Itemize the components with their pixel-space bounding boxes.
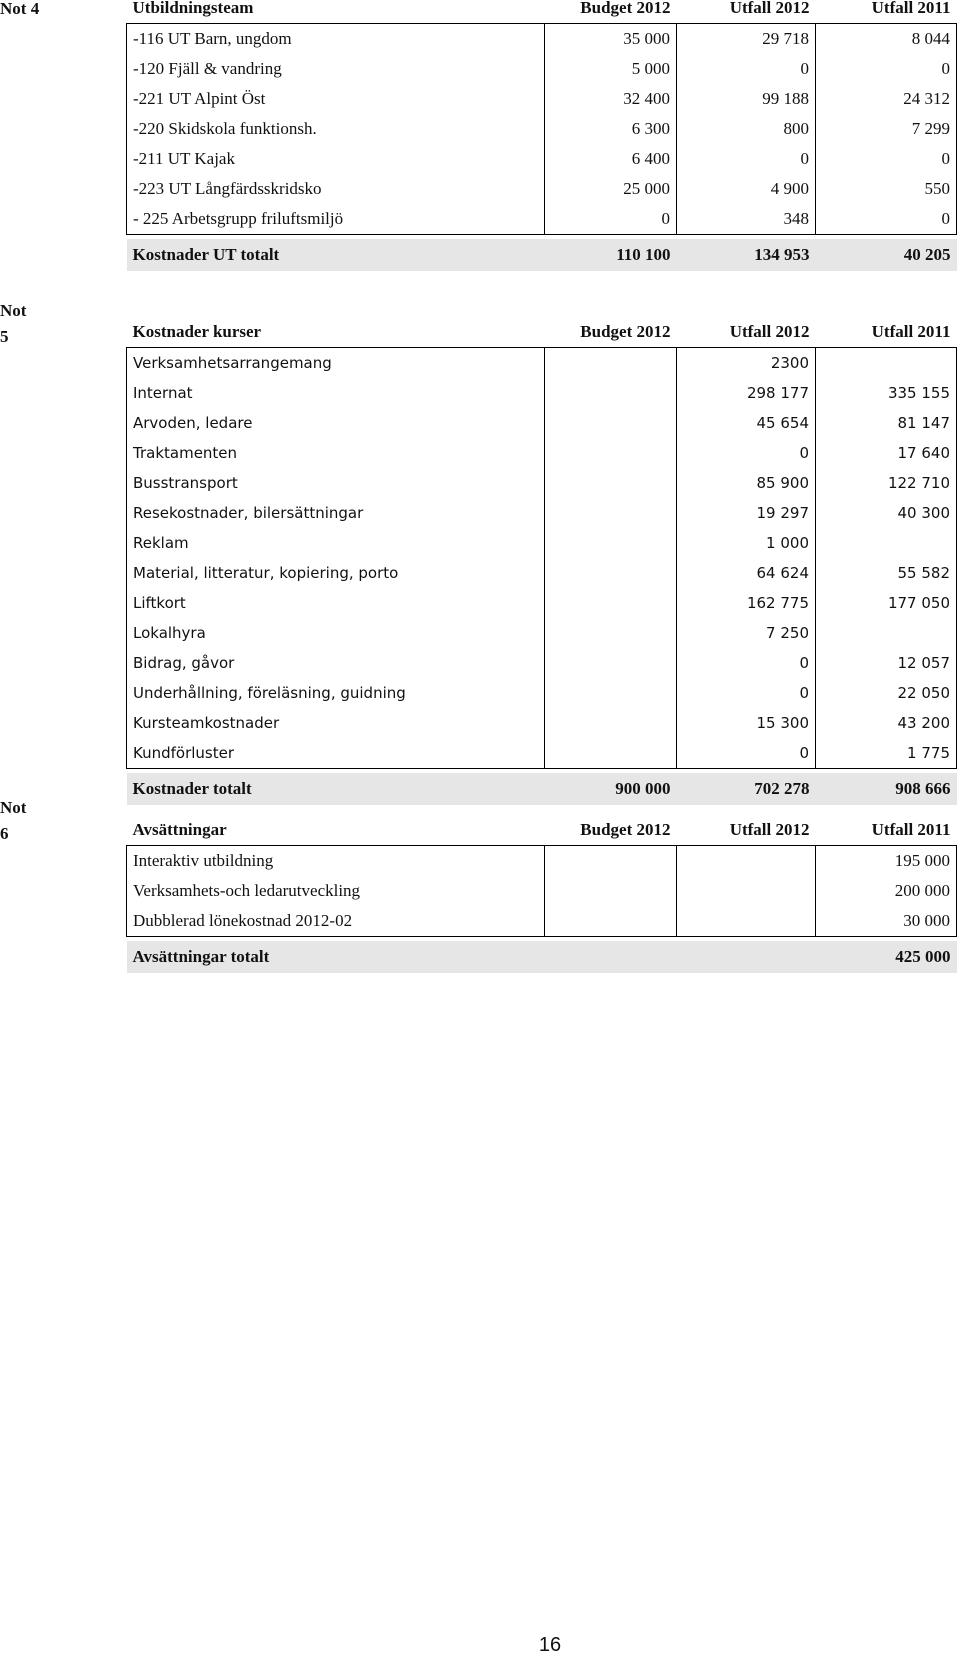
total-value: 908 666 [816, 773, 957, 805]
column-header-value: Utfall 2011 [871, 322, 951, 341]
page-number: 16 [538, 1634, 562, 1656]
row-value: 0 [677, 678, 816, 708]
table-row [127, 54, 957, 84]
table-row [127, 438, 957, 468]
table-row [127, 846, 957, 877]
row-value: 43 200 [816, 708, 957, 738]
row-value: 35 000 [545, 24, 677, 55]
row-label: -211 UT Kajak [127, 144, 545, 174]
row-value [545, 348, 677, 379]
table-row [127, 408, 957, 438]
table-row [127, 558, 957, 588]
row-value: 2300 [677, 348, 816, 379]
table-row [127, 588, 957, 618]
row-value [545, 618, 677, 648]
row-value: 8 044 [816, 24, 957, 55]
row-label: -120 Fjäll & vandring [127, 54, 545, 84]
total-value [677, 941, 816, 973]
row-label: Verksamhetsarrangemang [127, 348, 545, 379]
row-value: 177 050 [816, 588, 957, 618]
total-label: Kostnader totalt [127, 773, 545, 805]
row-value [545, 648, 677, 678]
row-value [677, 876, 816, 906]
table-body [127, 348, 957, 806]
row-value [816, 618, 957, 648]
note-5-label-line1: Not [0, 301, 27, 320]
row-label: Reklam [127, 528, 545, 558]
table-row [127, 84, 957, 114]
row-value [545, 498, 677, 528]
note-5-label-line2: 5 [0, 327, 9, 346]
table-row [127, 738, 957, 769]
row-value: 162 775 [677, 588, 816, 618]
row-value: 6 300 [545, 114, 677, 144]
row-value: 1 000 [677, 528, 816, 558]
header-row [127, 815, 957, 846]
row-value: 40 300 [816, 498, 957, 528]
row-value: 85 900 [677, 468, 816, 498]
table-row [127, 174, 957, 204]
header-row [127, 317, 957, 348]
row-value: 99 188 [677, 84, 816, 114]
total-value: 702 278 [677, 773, 816, 805]
table-row [127, 528, 957, 558]
row-value: 6 400 [545, 144, 677, 174]
row-value: 0 [677, 438, 816, 468]
row-label: Bidrag, gåvor [127, 648, 545, 678]
row-label: Internat [127, 378, 545, 408]
row-value: 800 [677, 114, 816, 144]
total-row [127, 941, 957, 973]
note-5-table [126, 317, 957, 805]
row-value: 200 000 [816, 876, 957, 906]
row-value: 17 640 [816, 438, 957, 468]
column-header-label: Utbildningsteam [132, 0, 254, 17]
row-value: 5 000 [545, 54, 677, 84]
row-value [545, 588, 677, 618]
total-row [127, 239, 957, 271]
row-value [545, 468, 677, 498]
row-value: 1 775 [816, 738, 957, 769]
note-4-label: Not 4 [0, 0, 40, 18]
header-row [127, 0, 957, 24]
row-value: 45 654 [677, 408, 816, 438]
row-value: 22 050 [816, 678, 957, 708]
row-value [677, 906, 816, 937]
row-value [816, 528, 957, 558]
row-value: 19 297 [677, 498, 816, 528]
table-header [127, 815, 957, 846]
row-value: 0 [677, 738, 816, 769]
table-row [127, 144, 957, 174]
row-label: Kundförluster [127, 738, 545, 769]
total-value: 134 953 [677, 239, 816, 271]
row-value [545, 528, 677, 558]
total-label: Avsättningar totalt [127, 941, 545, 973]
row-value: 195 000 [816, 846, 957, 877]
row-value [545, 378, 677, 408]
column-header-label: Avsättningar [132, 820, 227, 839]
row-label: -221 UT Alpint Öst [127, 84, 545, 114]
row-label: -223 UT Långfärdsskridsko [127, 174, 545, 204]
row-label: Lokalhyra [127, 618, 545, 648]
table-row [127, 468, 957, 498]
row-value: 15 300 [677, 708, 816, 738]
row-value: 81 147 [816, 408, 957, 438]
note-6-label-line1: Not [0, 798, 27, 817]
row-label: Busstransport [127, 468, 545, 498]
row-value: 55 582 [816, 558, 957, 588]
row-value [545, 558, 677, 588]
row-value: 335 155 [816, 378, 957, 408]
total-value: 40 205 [816, 239, 957, 271]
column-header-value: Utfall 2012 [729, 322, 810, 341]
note-6-table [126, 815, 957, 973]
row-value: 550 [816, 174, 957, 204]
table-header [127, 0, 957, 24]
table-row [127, 906, 957, 937]
column-header-value: Budget 2012 [580, 322, 671, 341]
row-value: 298 177 [677, 378, 816, 408]
row-label: -116 UT Barn, ungdom [127, 24, 545, 55]
row-value [545, 876, 677, 906]
total-value: 425 000 [816, 941, 957, 973]
table-row [127, 708, 957, 738]
row-label: Resekostnader, bilersättningar [127, 498, 545, 528]
row-value [545, 438, 677, 468]
table-row [127, 648, 957, 678]
total-row [127, 773, 957, 805]
column-header-value: Budget 2012 [580, 820, 671, 839]
row-value [677, 846, 816, 877]
row-value: 4 900 [677, 174, 816, 204]
row-value [545, 678, 677, 708]
column-header-value: Utfall 2012 [729, 0, 810, 17]
row-value: 30 000 [816, 906, 957, 937]
row-label: Interaktiv utbildning [127, 846, 545, 877]
total-value [545, 941, 677, 973]
table-row [127, 498, 957, 528]
note-4-table [126, 0, 957, 271]
row-value: 7 299 [816, 114, 957, 144]
row-value [545, 906, 677, 937]
table-row [127, 204, 957, 235]
row-value: 29 718 [677, 24, 816, 55]
row-label: - 225 Arbetsgrupp friluftsmiljö [127, 204, 545, 235]
table-row [127, 378, 957, 408]
column-header-value: Budget 2012 [580, 0, 671, 17]
total-label: Kostnader UT totalt [127, 239, 545, 271]
table-header [127, 317, 957, 348]
row-label: Arvoden, ledare [127, 408, 545, 438]
table-row [127, 618, 957, 648]
row-value: 32 400 [545, 84, 677, 114]
row-label: -220 Skidskola funktionsh. [127, 114, 545, 144]
row-value [545, 408, 677, 438]
total-value: 900 000 [545, 773, 677, 805]
table-row [127, 114, 957, 144]
row-value [545, 708, 677, 738]
column-header-label: Kostnader kurser [132, 322, 262, 341]
note-5-label [0, 298, 26, 350]
table-body [127, 846, 957, 974]
column-header-value: Utfall 2012 [729, 820, 810, 839]
row-value [545, 738, 677, 769]
row-value: 0 [677, 648, 816, 678]
row-value: 122 710 [816, 468, 957, 498]
total-value: 110 100 [545, 239, 677, 271]
row-value: 348 [677, 204, 816, 235]
column-header-value: Utfall 2011 [871, 820, 951, 839]
row-value: 7 250 [677, 618, 816, 648]
row-label: Underhållning, föreläsning, guidning [127, 678, 545, 708]
row-value: 0 [816, 204, 957, 235]
row-value: 0 [677, 54, 816, 84]
row-label: Material, litteratur, kopiering, porto [127, 558, 545, 588]
note-6-label-line2: 6 [0, 824, 9, 843]
row-value: 24 312 [816, 84, 957, 114]
row-value: 64 624 [677, 558, 816, 588]
row-value: 0 [545, 204, 677, 235]
row-value: 25 000 [545, 174, 677, 204]
table-row [127, 24, 957, 55]
row-value [545, 846, 677, 877]
row-label: Liftkort [127, 588, 545, 618]
table-row [127, 678, 957, 708]
table-row [127, 876, 957, 906]
row-label: Traktamenten [127, 438, 545, 468]
row-label: Verksamhets-och ledarutveckling [127, 876, 545, 906]
row-label: Dubblerad lönekostnad 2012-02 [127, 906, 545, 937]
row-value: 0 [816, 144, 957, 174]
row-label: Kursteamkostnader [127, 708, 545, 738]
row-value: 0 [677, 144, 816, 174]
note-6-label [0, 795, 26, 847]
table-body [127, 24, 957, 272]
column-header-value: Utfall 2011 [871, 0, 951, 17]
table-row [127, 348, 957, 379]
row-value: 12 057 [816, 648, 957, 678]
row-value [816, 348, 957, 379]
row-value: 0 [816, 54, 957, 84]
